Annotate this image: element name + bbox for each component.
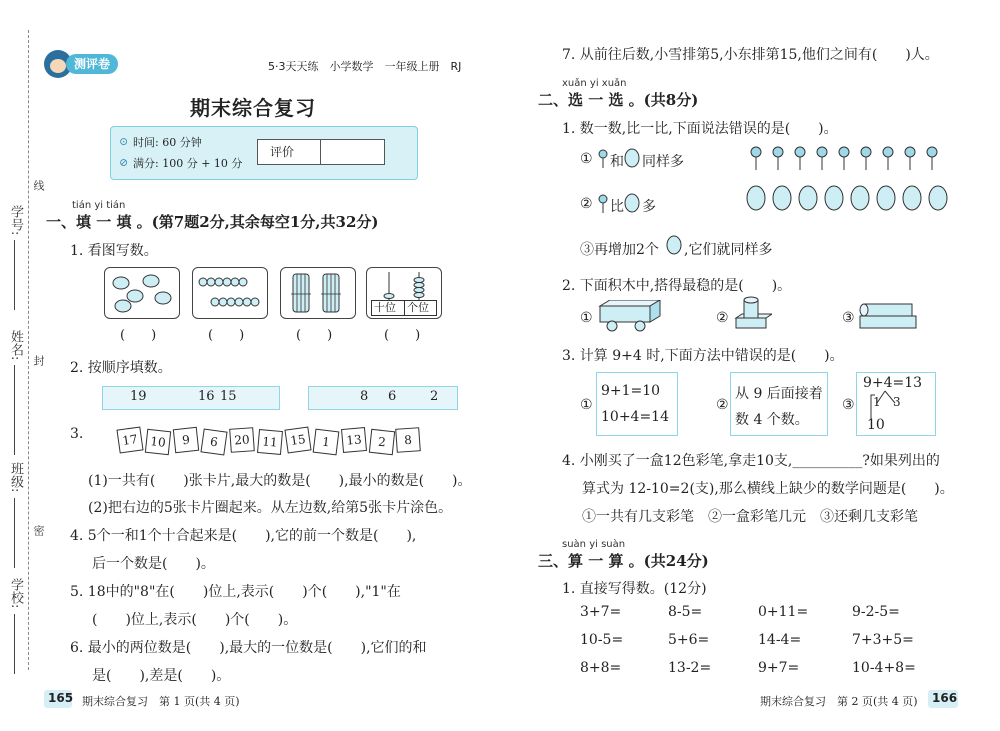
q2-opt2: ② [716,310,729,326]
sec1-pinyin: tián yi tián [72,200,126,211]
left-page-number: 165 [48,691,74,705]
q3-opt3-box [856,372,936,436]
clock-icon: ⊙ [119,135,129,148]
seq2-6: 6 [388,389,397,404]
q4-line2: 后一个数是( )。 [92,556,215,572]
seq2-2: 2 [430,389,439,404]
q6-line2: 是( ),差是( )。 [92,668,231,684]
q3-opt1-box [596,372,678,436]
sec1-heading: 一、填 一 填 。(第7题2分,其余每空1分,共32分) [46,213,379,231]
name-line [14,365,15,455]
lantern-icon [624,146,640,170]
badge [44,50,118,78]
q1-answer-4[interactable]: ( ) [384,328,421,343]
knot-icon [596,148,610,170]
q3-opt3-split1: 1 [873,395,881,409]
page-title: 期末综合复习 [190,96,316,120]
q7-text: 7. 从前往后数,小雪排第5,小东排第15,他们之间有( )人。 [562,47,939,63]
calc-grid [580,604,960,684]
beads-picture [192,267,268,319]
cut-mark-3: 密 [32,525,45,536]
q1-answer-3[interactable]: ( ) [296,328,333,343]
cut-mark-1: 线 [32,180,45,191]
card-9[interactable]: 9 [173,427,199,453]
sec2-q1: 1. 数一数,比一比,下面说法错误的是( )。 [562,121,838,137]
calc-r2c3[interactable]: 14-4= [758,632,802,648]
right-footer: 期末综合复习 第 2 页(共 4 页) [760,695,918,708]
sec2-q4-line1: 4. 小刚买了一盒12色彩笔,拿走10支,__________?如果列出的 [562,453,940,469]
card-17[interactable]: 17 [116,426,143,453]
q5-line2: ( )位上,表示( )个( )。 [92,612,298,628]
sec2-q4-line2: 算式为 12-10=2(支),那么横线上缺少的数学问题是( )。 [582,481,954,497]
s2q1-opt1-same: 同样多 [642,154,684,170]
q3-opt3-line1: 9+4=13 [863,375,923,391]
card-15[interactable]: 15 [284,426,311,453]
q3-opt2-line2: 数 4 个数。 [735,412,809,428]
abacus-picture [366,267,442,319]
q3-number: 3. [70,426,84,442]
q1-answer-2[interactable]: ( ) [208,328,245,343]
class-line [14,498,15,568]
sec2-heading: 二、选 一 选 。(共8分) [538,91,699,109]
q3-opt2-line1: 从 9 后面接着 [735,386,823,402]
calc-r3c1[interactable]: 8+8= [580,660,622,676]
calc-r3c4[interactable]: 10-4+8= [852,660,916,676]
exam-info-box [110,126,418,180]
knots-lanterns-illustration [744,142,964,218]
name-label: 姓名: [8,330,23,361]
block-cylinder [732,296,772,332]
q6-line1: 6. 最小的两位数是( ),最大的一位数是( ),它们的和 [70,640,427,656]
calc-r2c1[interactable]: 10-5= [580,632,624,648]
badge-label: 测评卷 [66,54,118,74]
block-cart [596,300,666,332]
card-20[interactable]: 20 [229,427,255,453]
s2q1-opt3-b: ,它们就同样多 [684,242,773,258]
card-6[interactable]: 6 [200,428,227,455]
sec3-pinyin: suàn yi suàn [562,539,626,550]
q2-opt3: ③ [842,310,855,326]
q1-text: 1. 看图写数。 [70,243,158,259]
place-value-labels [371,300,437,316]
block-tube [856,300,922,330]
card-10[interactable]: 10 [145,429,171,455]
sec3-heading: 三、算 一 算 。(共24分) [538,552,709,570]
sec3-q1: 1. 直接写得数。(12分) [562,581,707,597]
q4-line1: 4. 5个一和1个十合起来是( ),它的前一个数是( ), [70,528,417,544]
card-8[interactable]: 8 [395,427,421,453]
sequence-2 [308,386,458,410]
seq1-16: 16 [198,389,215,404]
cut-line [28,30,29,670]
lantern-icon-3 [666,233,682,257]
score-text: 满分: 100 分 + 10 分 [133,157,243,170]
q2-text: 2. 按顺序填数。 [70,360,172,376]
q3-opt3-split3: 3 [893,395,901,409]
seq1-19: 19 [130,389,147,404]
student-id-label: 学号: [8,205,23,236]
sticks-picture [280,267,356,319]
q3-opt2-num: ② [716,397,729,413]
time-text: 时间: 60 分钟 [133,136,202,149]
evaluation-field[interactable] [257,139,385,165]
s2q1-opt2-num: ② [580,196,593,212]
sec2-q3: 3. 计算 9+4 时,下面方法中错误的是( )。 [562,348,844,364]
q2-opt1: ① [580,310,593,326]
sec2-pinyin: xuǎn yi xuǎn [562,78,627,89]
cut-mark-2: 封 [32,355,45,366]
series-info: 5·3天天练 小学数学 一年级上册 RJ [268,60,462,73]
calc-r1c3[interactable]: 0+11= [758,604,809,620]
school-line [14,614,15,674]
lantern-icon-2 [624,191,640,215]
calc-r2c2[interactable]: 5+6= [668,632,710,648]
seq2-8: 8 [360,389,369,404]
sequence-1 [102,386,280,410]
q3-part1: (1)一共有( )张卡片,最大的数是( ),最小的数是( )。 [88,473,472,489]
q5-line1: 5. 18中的"8"在( )位上,表示( )个( ),"1"在 [70,584,401,600]
s2q1-opt2-than: 比 [610,199,624,215]
card-11[interactable]: 11 [257,429,283,455]
q3-opt1-line2: 10+4=14 [601,409,669,425]
peaches-picture [104,267,180,319]
calc-r1c2[interactable]: 8-5= [668,604,703,620]
binding-spine [0,0,45,731]
calc-r1c1[interactable]: 3+7= [580,604,622,620]
q3-opt2-box [730,372,828,436]
s2q1-opt1-and: 和 [610,154,624,170]
card-13[interactable]: 13 [341,427,367,453]
seq1-15: 15 [220,389,237,404]
calc-r3c3[interactable]: 9+7= [758,660,800,676]
class-label: 班级: [8,462,23,493]
sec2-q2: 2. 下面积木中,搭得最稳的是( )。 [562,278,792,294]
number-cards [118,424,418,460]
school-label: 学校: [8,578,23,609]
card-1[interactable]: 1 [313,429,340,456]
q3-opt1-line1: 9+1=10 [601,383,661,399]
sec2-q4-options: ①一共有几支彩笔 ②一盒彩笔几元 ③还剩几支彩笔 [582,509,918,525]
calc-r2c4[interactable]: 7+3+5= [852,632,914,648]
q3-opt3-line3: 10 [867,417,885,433]
s2q1-opt3-a: ③再增加2个 [580,242,659,258]
s2q1-opt2-more: 多 [642,199,656,215]
q3-opt3-num: ③ [842,397,855,413]
s2q1-opt1-num: ① [580,151,593,167]
right-page-number: 166 [932,691,958,705]
q3-part2: (2)把右边的5张卡片圈起来。从左边数,给第5张卡片涂色。 [88,500,453,516]
left-footer: 期末综合复习 第 1 页(共 4 页) [82,695,240,708]
student-id-line [14,240,15,310]
ones-label: 个位 [404,301,429,315]
calc-r3c2[interactable]: 13-2= [668,660,712,676]
calc-r1c4[interactable]: 9-2-5= [852,604,900,620]
knot-icon-2 [596,193,610,215]
check-icon: ⊘ [119,156,129,169]
tens-label: 十位 [374,301,396,314]
card-2[interactable]: 2 [369,429,395,455]
q1-answer-1[interactable]: ( ) [120,328,157,343]
q3-opt1-num: ① [580,397,593,413]
evaluation-label: 评价 [270,145,295,159]
